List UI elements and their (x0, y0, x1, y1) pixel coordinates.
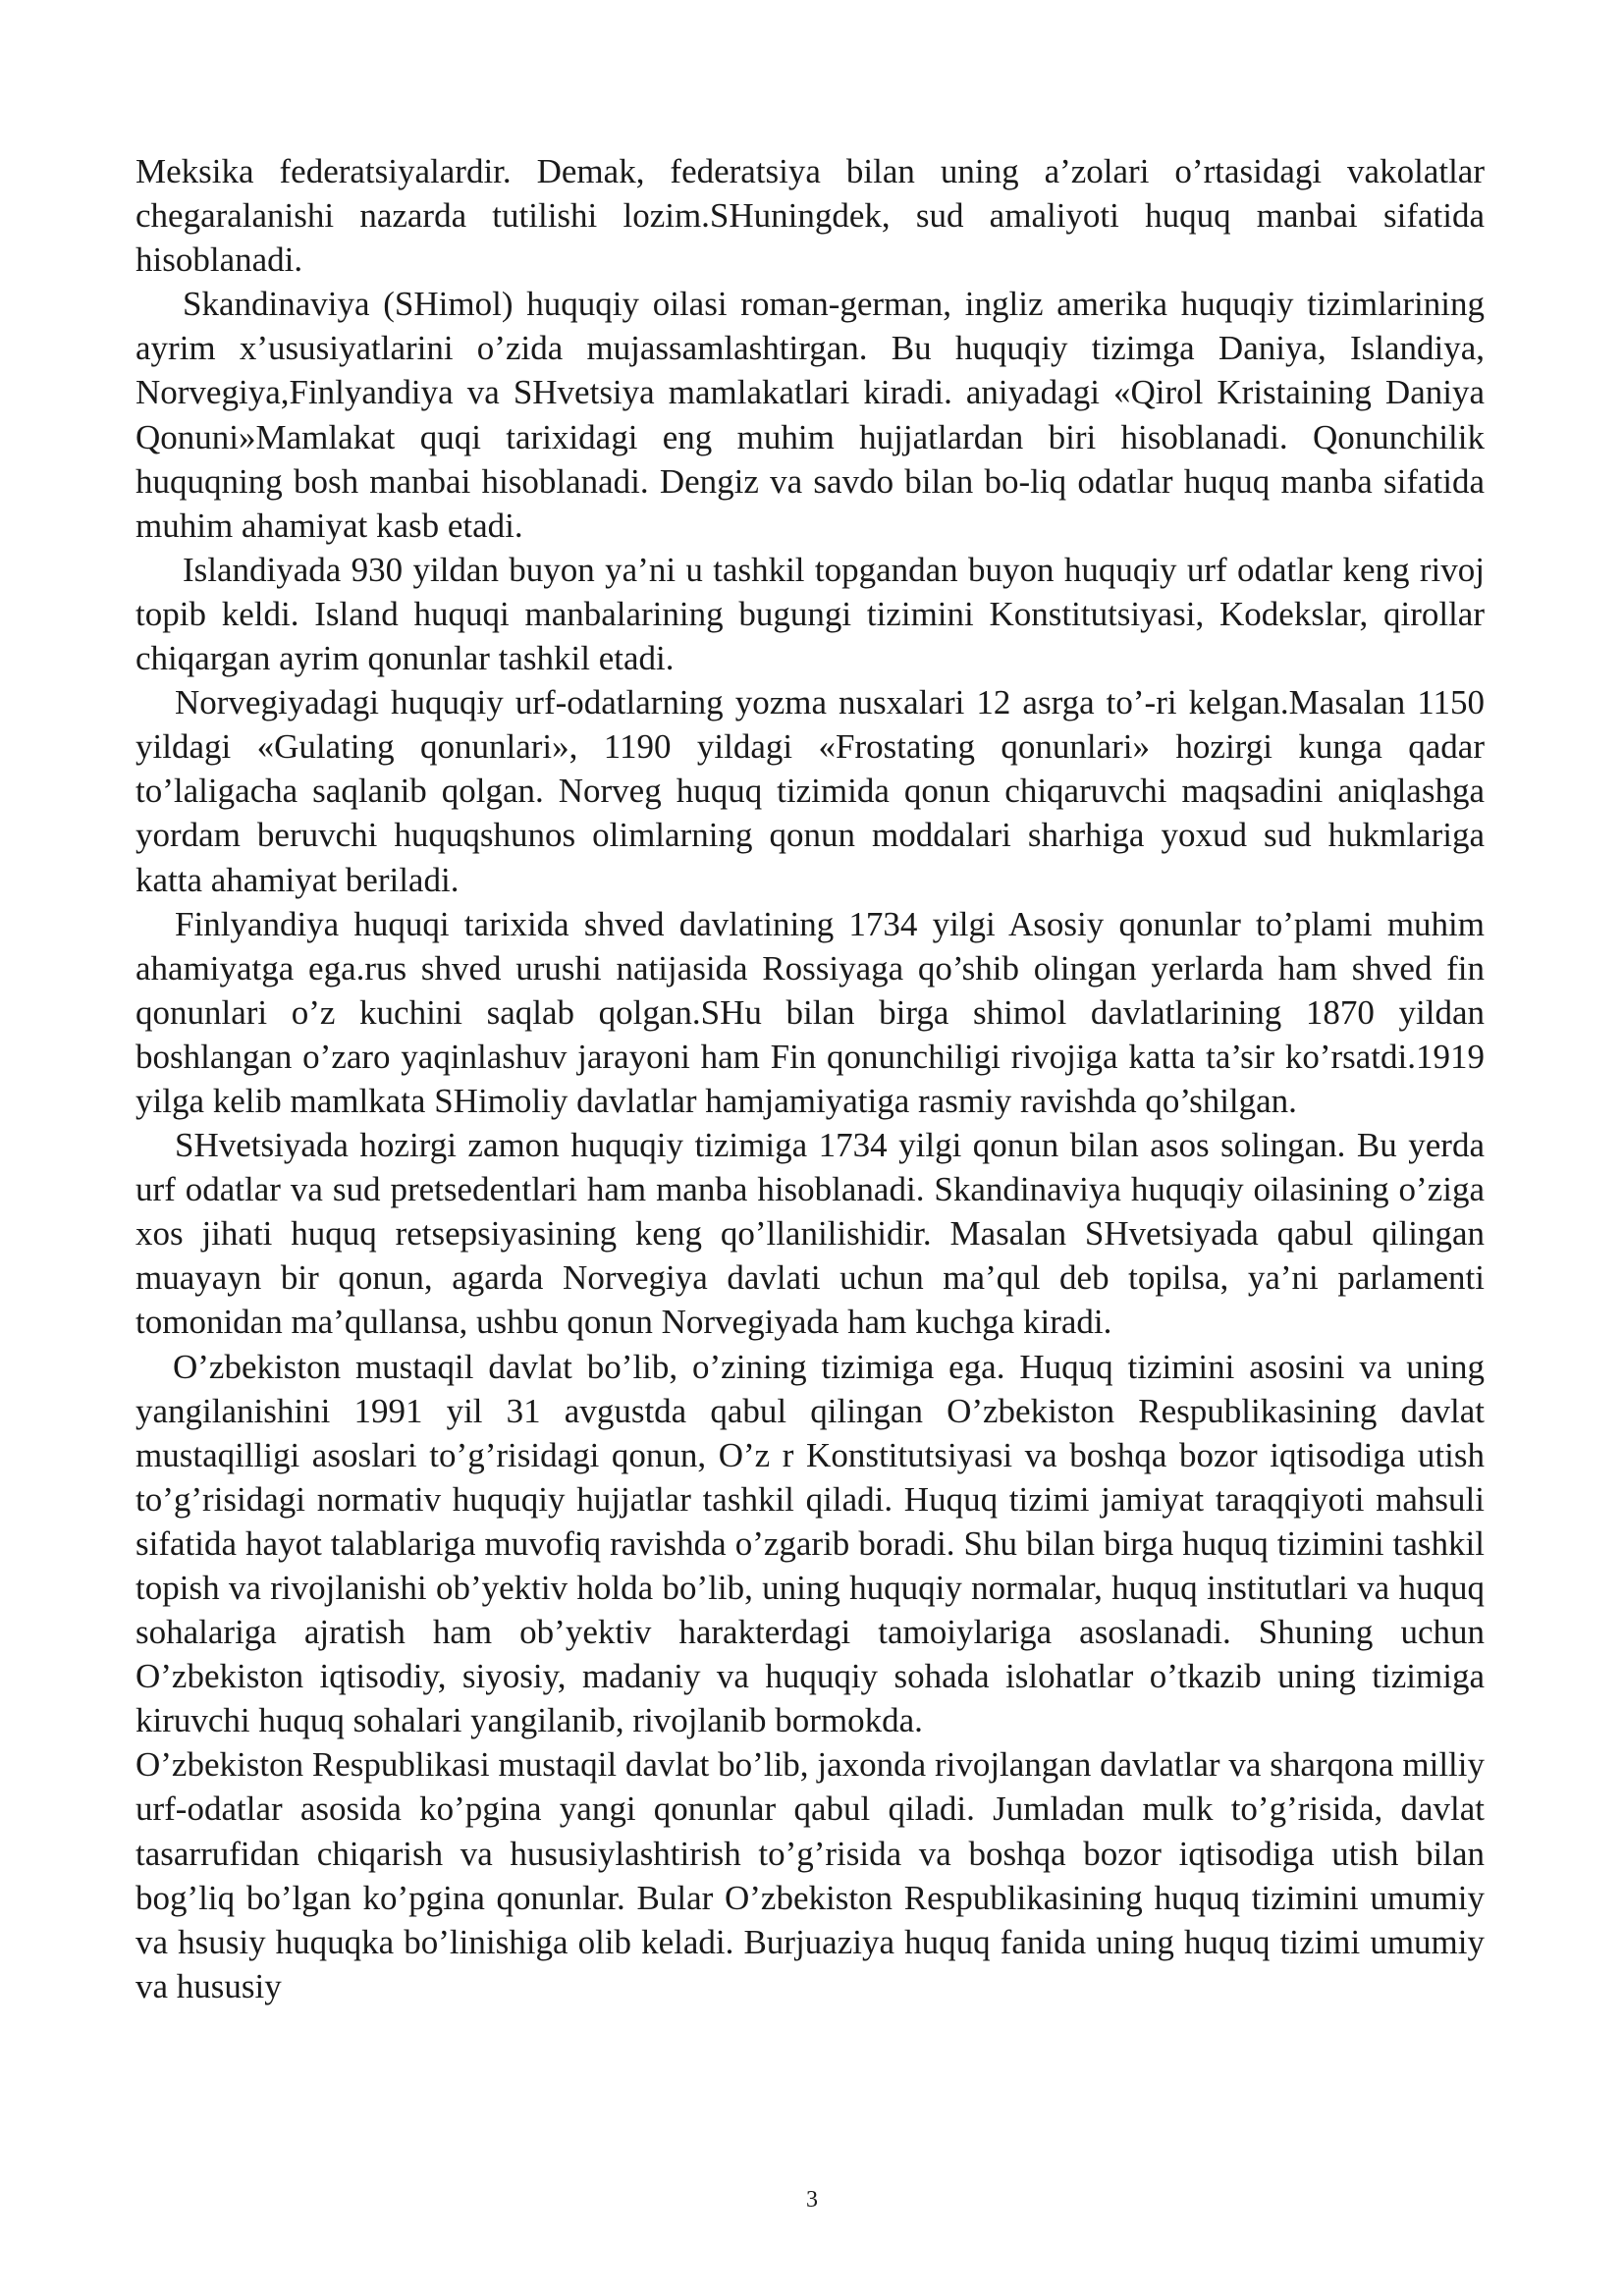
paragraph-finland: Finlyandiya huquqi tarixida shved davlatining 1734 yilgi Asosiy qonunlar to’plami muhim ahamiyatga ega.rus shved urushi natijasida Rossiyaga qo’shib olingan yerlarda ham shved fin qonunlari o’z kuchini saqlab qolgan.SHu bilan birga shimol davlatlarining 1870 yildan boshlangan o’zaro yaqinlashuv jarayoni ham Fin qonunchiligi rivojiga katta ta’sir ko’rsatdi.1919 yilga kelib mamlkata SHimoliy davlatlar hamjamiyatiga rasmiy ravishda qo’shilgan. (135, 904, 1485, 1120)
paragraph-sweden: SHvetsiyada hozirgi zamon huquqiy tizimiga 1734 yilgi qonun bilan asos solingan. Bu yerda urf odatlar va sud pretsedentlari ham manba hisoblanadi. Skandinaviya huquqiy oilasining o’ziga xos jihati huquq retsepsiyasining keng qo’llanilishidir. Masalan SHvetsiyada qabul qilingan muayayn bir qonun, agarda Norvegiya davlati uchun ma’qul deb topilsa, ya’ni parlamenti tomonidan ma’qullansa, ushbu qonun Norvegiyada ham kuchga kiradi. (135, 1126, 1485, 1342)
paragraph-iceland: Islandiyada 930 yildan buyon ya’ni u tashkil topgandan buyon huquqiy urf odatlar keng rivoj topib keldi. Island huquqi manbalarining bugungi tizimini Konstitutsiyasi, Kodekslar, qirollar chiqargan ayrim qonunlar tashkil etadi. (135, 550, 1485, 678)
paragraph-norway: Norvegiyadagi huquqiy urf-odatlarning yozma nusxalari 12 asrga to’-ri kelgan.Masalan 1150 yildagi «Gulating qonunlari», 1190 yildagi «Frostating qonunlari» hozirgi kunga qadar to’laligacha saqlanib qolgan. Norveg huquq tizimida qonun chiqaruvchi maqsadini aniqlashga yordam beruvchi huquqshunos olimlarning qonun moddalari sharhiga yoxud sud hukmlariga katta ahamiyat beriladi. (135, 683, 1485, 899)
paragraph-uzbekistan-system: O’zbekiston mustaqil davlat bo’lib, o’zining tizimiga ega. Huquq tizimini asosini va uning yangilanishini 1991 yil 31 avgustda qabul qilingan O’zbekiston Respublikasining davlat mustaqilligi asoslari to’g’risidagi qonun, O’z r Konstitutsiyasi va boshqa bozor iqtisodiga utish to’g’risidagi normativ huquqiy hujjatlar tashkil qiladi. Huquq tizimi jamiyat taraqqiyoti mahsuli sifatida hayot talablariga muvofiq ravishda o’zgarib boradi. Shu bilan birga huquq tizimini tashkil topish va rivojlanishi ob’yektiv holda bo’lib, uning huquqiy normalar, huquq institutlari va huquq sohalariga ajratish ham ob’yektiv harakterdagi tamoiylariga asoslanadi. Shuning uchun O’zbekiston iqtisodiy, siyosiy, madaniy va huquqiy sohada islohatlar o’tkazib uning tizimiga kiruvchi huquq sohalari yangilanib, rivojlanib bormokda. (135, 1347, 1485, 1740)
page-number: 3 (806, 2187, 818, 2213)
paragraph-federations: Meksika federatsiyalardir. Demak, federatsiya bilan uning a’zolari o’rtasidagi vakolatlar chegaralanishi nazarda tutilishi lozim.SHuningdek, sud amaliyoti huquq manbai sifatida hisoblanadi. (135, 152, 1485, 280)
paragraph-scandinavian-family: Skandinaviya (SHimol) huquqiy oilasi roman-german, ingliz amerika huquqiy tizimlarining ayrim x’ususiyatlarini o’zida mujassamlashtirgan. Bu huquqiy tizimga Daniya, Islandiya, Norvegiya,Finlyandiya va SHvetsiya mamlakatlari kiradi. aniyadagi «Qirol Kristaining Daniya Qonuni»Mamlakat quqi tarixidagi eng muhim hujjatlardan biri hisoblanadi. Qonunchilik huquqning bosh manbai hisoblanadi. Dengiz va savdo bilan bo-liq odatlar huquq manba sifatida muhim ahamiyat kasb etadi. (135, 285, 1485, 545)
body-text (135, 149, 1485, 2008)
paragraph-uzbekistan-laws: O’zbekiston Respublikasi mustaqil davlat bo’lib, jaxonda rivojlangan davlatlar va sharqona milliy urf-odatlar asosida ko’pgina yangi qonunlar qabul qiladi. Jumladan mulk to’g’risida, davlat tasarrufidan chiqarish va hususiylashtirish to’g’risida va boshqa bozor iqtisodiga utish bilan bog’liq bo’lgan ko’pgina qonunlar. Bular O’zbekiston Respublikasining huquq tizimini umumiy va hsusiy huquqka bo’linishiga olib keladi. Burjuaziya huquq fanida uning huquq tizimi umumiy va hususiy (135, 1745, 1485, 2005)
